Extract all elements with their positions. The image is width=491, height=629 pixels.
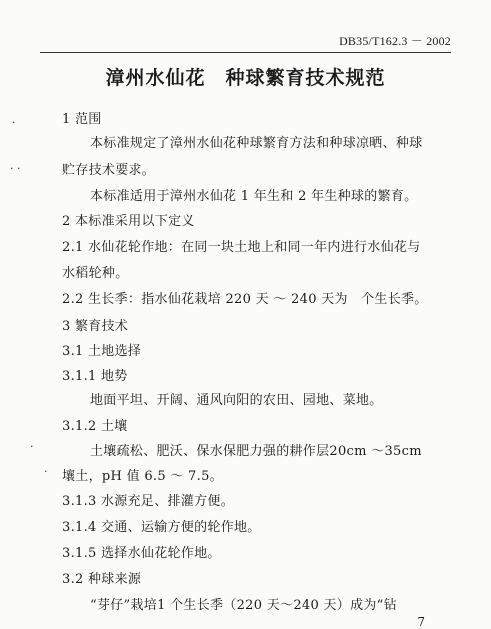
- subsection-heading: 3.1.3 水源充足、排灌方便。: [62, 494, 235, 509]
- paragraph: “芽仔”栽培1 个生长季（220 天～240 天）成为“钻: [90, 598, 397, 613]
- paragraph: 2.2 生长季：指水仙花栽培 220 天 ～ 240 天为 个生长季。: [62, 292, 428, 307]
- subsection-heading: 3.1 土地选择: [62, 344, 142, 359]
- subsection-heading: 3.1.1 地势: [62, 369, 128, 384]
- standard-code: DB35/T162.3 － 2002: [339, 34, 451, 48]
- scan-mark: ·: [44, 465, 48, 478]
- paragraph: 水稻轮种。: [62, 266, 129, 281]
- document-title: 漳州水仙花 种球繁育技术规范: [105, 67, 386, 89]
- section-heading: 3 繁育技术: [62, 319, 129, 334]
- paragraph: 本标准适用于漳州水仙花 1 年生和 2 年生种球的繁育。: [90, 189, 418, 204]
- subsection-heading: 3.1.5 选择水仙花轮作地。: [62, 546, 221, 561]
- paragraph: 2.1 水仙花轮作地：在同一块土地上和同一年内进行水仙花与: [62, 240, 421, 255]
- section-heading: 2 本标准采用以下定义: [62, 214, 195, 229]
- paragraph: 本标准规定了漳州水仙花种球繁育方法和种球凉晒、种球: [90, 136, 423, 151]
- paragraph: 土壤疏松、肥沃、保水保肥力强的耕作层20cm ～35cm: [90, 444, 422, 459]
- subsection-heading: 3.2 种球来源: [62, 572, 142, 587]
- subsection-heading: 3.1.2 土壤: [62, 419, 128, 434]
- paragraph: 贮存技术要求。: [62, 163, 156, 178]
- paragraph: 壤土，pH 值 6.5 ～ 7.5。: [62, 469, 223, 484]
- header-rule: [40, 52, 451, 53]
- paragraph: 地面平坦、开阔、通风向阳的农田、园地、菜地。: [90, 393, 383, 408]
- scan-mark: · ·: [10, 162, 21, 175]
- subsection-heading: 3.1.4 交通、运输方便的轮作地。: [62, 520, 261, 535]
- scan-mark: ·: [12, 116, 16, 129]
- scan-mark: ·: [30, 440, 34, 453]
- page-number: 7: [417, 615, 425, 629]
- section-heading: 1 范围: [62, 112, 102, 127]
